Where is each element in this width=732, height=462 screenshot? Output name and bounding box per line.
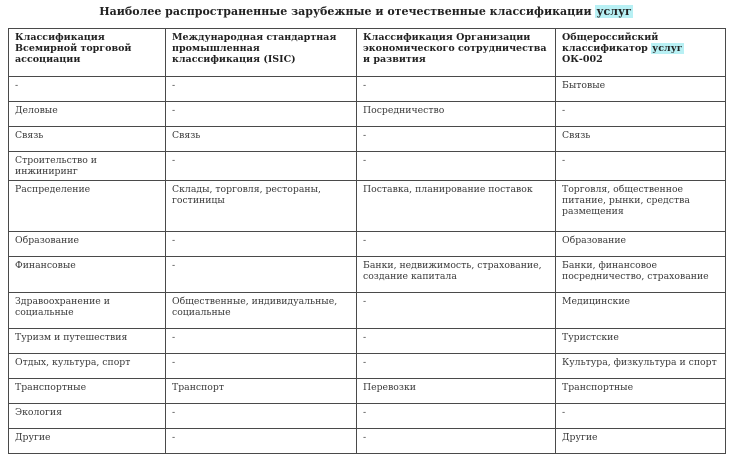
table-cell: Склады, торговля, рестораны, гостиницы	[166, 181, 357, 232]
table-cell: -	[357, 293, 556, 329]
table-row	[9, 102, 726, 127]
table-cell: -	[9, 77, 166, 102]
header-ok002	[556, 29, 726, 77]
classification-table	[8, 28, 726, 454]
table-cell: Образование	[556, 232, 726, 257]
table-cell: -	[166, 257, 357, 293]
header-ok002-code: ОК-002	[562, 54, 603, 65]
header-oecd: Классификация Организации экономического сотрудничества и развития	[357, 29, 556, 77]
table-cell: Транспорт	[166, 379, 357, 404]
table-cell: Другие	[9, 429, 166, 454]
table-cell: Финансовые	[9, 257, 166, 293]
table-cell: -	[357, 127, 556, 152]
table-cell: Бытовые	[556, 77, 726, 102]
table-cell: -	[357, 404, 556, 429]
table-row	[9, 293, 726, 329]
header-row	[9, 29, 726, 77]
table-cell: Здравоохранение и социальные	[9, 293, 166, 329]
header-ok002-highlight: услуг	[652, 43, 683, 54]
table-cell: Другие	[556, 429, 726, 454]
table-cell: Посредничество	[357, 102, 556, 127]
table-cell: Поставка, планирование поставок	[357, 181, 556, 232]
title-text: Наиболее распространенные зарубежные и отечественные классификации	[99, 5, 596, 18]
table-cell: Образование	[9, 232, 166, 257]
header-isic: Международная стандартная промышленная классификация (ISIC)	[166, 29, 357, 77]
table-cell: Банки, финансовое посредничество, страхование	[556, 257, 726, 293]
table-row	[9, 127, 726, 152]
table-cell: Банки, недвижимость, страхование, создание капитала	[357, 257, 556, 293]
table-row	[9, 77, 726, 102]
table-cell: -	[556, 404, 726, 429]
table-cell: Транспортные	[556, 379, 726, 404]
table-cell: Связь	[9, 127, 166, 152]
table-cell: -	[166, 232, 357, 257]
table-row	[9, 181, 726, 232]
table-cell: -	[357, 152, 556, 181]
title-highlight: услуг	[596, 5, 632, 18]
table-row	[9, 429, 726, 454]
table-cell: -	[357, 354, 556, 379]
table-cell: -	[166, 404, 357, 429]
table-cell: Деловые	[9, 102, 166, 127]
table-cell: Связь	[556, 127, 726, 152]
table-row	[9, 152, 726, 181]
header-ok002-pre: Общероссийский классификатор	[562, 32, 659, 54]
table-row	[9, 354, 726, 379]
table-cell: Строительство и инжиниринг	[9, 152, 166, 181]
table-cell: Торговля, общественное питание, рынки, средства размещения	[556, 181, 726, 232]
table-cell: -	[357, 329, 556, 354]
table-cell: -	[166, 102, 357, 127]
table-cell: -	[357, 429, 556, 454]
table-cell: -	[166, 77, 357, 102]
table-cell: Туристские	[556, 329, 726, 354]
table-cell: -	[166, 152, 357, 181]
table-cell: -	[166, 429, 357, 454]
table-cell: Транспортные	[9, 379, 166, 404]
table-row	[9, 329, 726, 354]
header-wto: Классификация Всемирной торговой ассоциации	[9, 29, 166, 77]
table-row	[9, 232, 726, 257]
table-cell: -	[556, 152, 726, 181]
table-cell: Отдых, культура, спорт	[9, 354, 166, 379]
table-cell: Общественные, индивидуальные, социальные	[166, 293, 357, 329]
table-cell: Культура, физкультура и спорт	[556, 354, 726, 379]
table-row	[9, 379, 726, 404]
table-cell: Связь	[166, 127, 357, 152]
table-cell: Туризм и путешествия	[9, 329, 166, 354]
table-title	[0, 5, 732, 18]
table-cell: Перевозки	[357, 379, 556, 404]
table-row	[9, 257, 726, 293]
table-row	[9, 404, 726, 429]
table-cell: Распределение	[9, 181, 166, 232]
table-cell: -	[556, 102, 726, 127]
table-cell: -	[357, 77, 556, 102]
table-cell: -	[166, 354, 357, 379]
table-cell: -	[357, 232, 556, 257]
table-cell: Медицинские	[556, 293, 726, 329]
table-cell: -	[166, 329, 357, 354]
table-cell: Экология	[9, 404, 166, 429]
